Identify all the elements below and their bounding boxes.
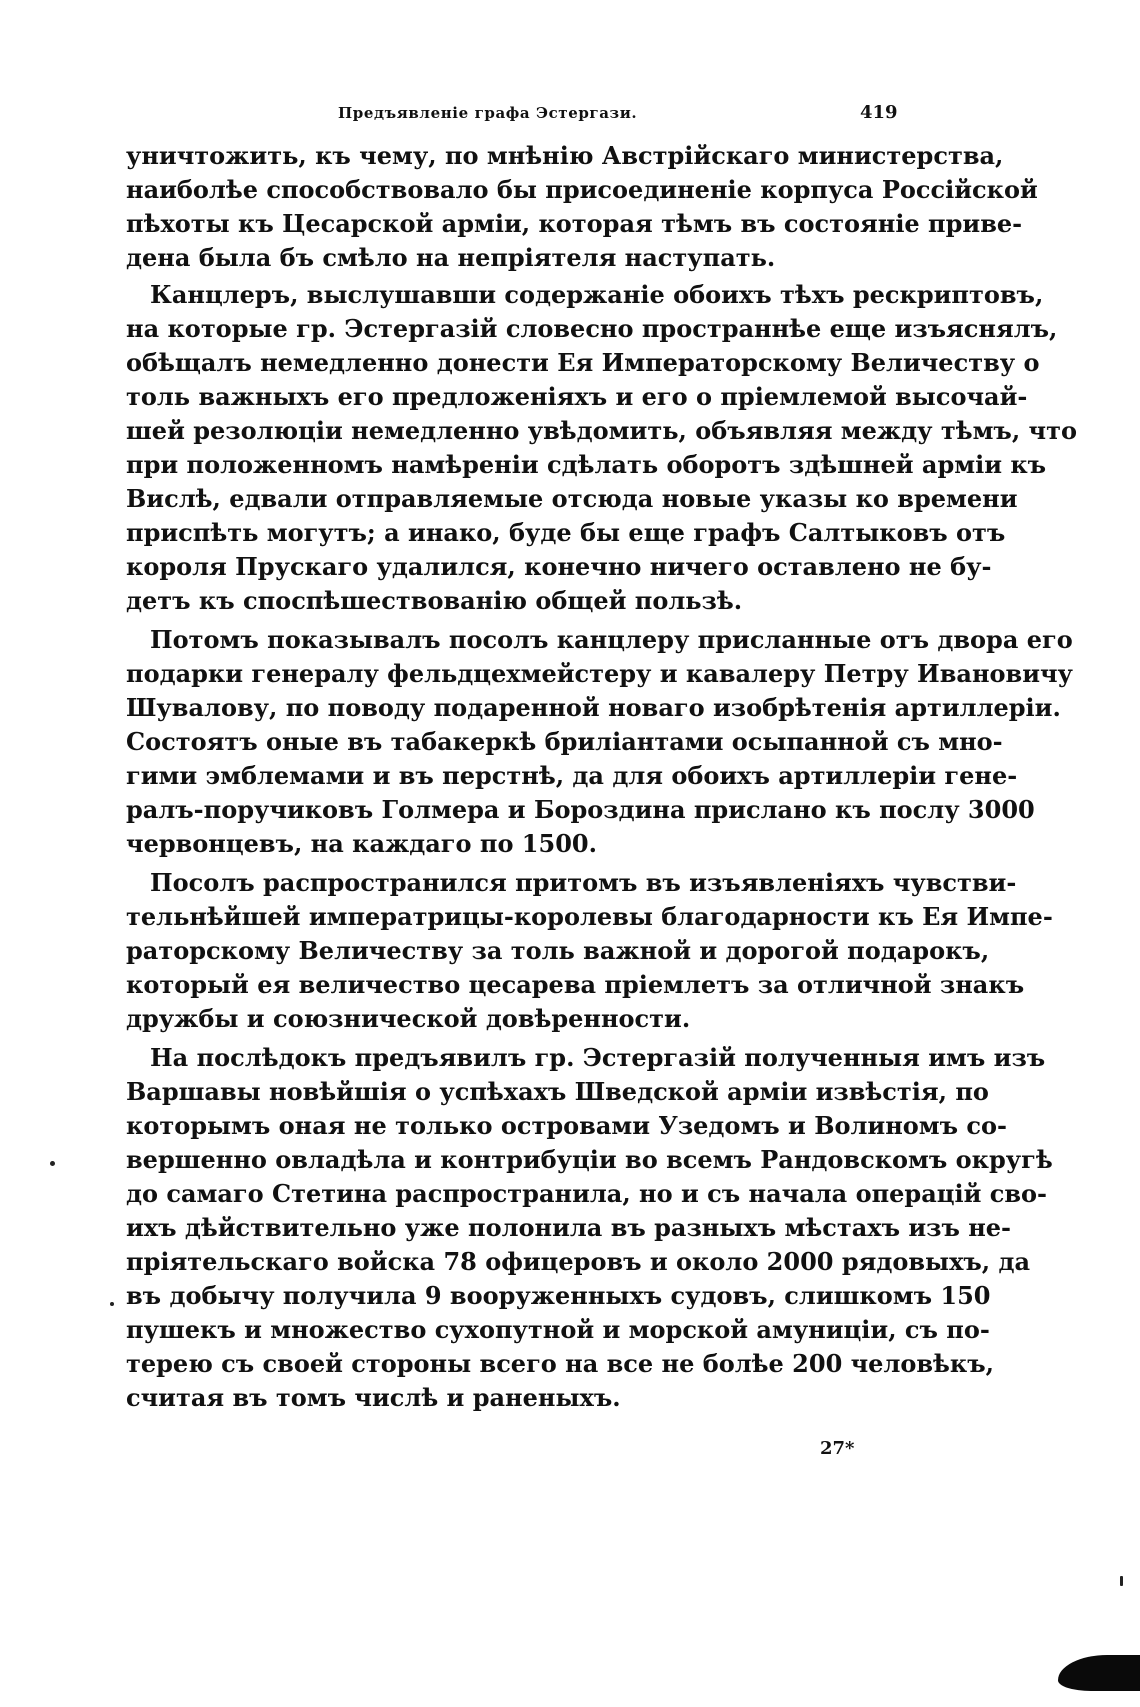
text-line: до самаго Стетина распространила, но и съ начала операцій сво- <box>126 1179 1048 1208</box>
text-line: которымъ оная не только островами Узедомъ и Волиномъ со- <box>126 1111 1007 1140</box>
text-line: раторскому Величеству за толь важной и дорогой подарокъ, <box>126 936 990 965</box>
text-line: который ея величество цесарева пріемлетъ за отличной знакъ <box>126 970 1025 999</box>
paragraph-start-line: Посолъ распространился притомъ въ изъявленіяхъ чувстви- <box>150 868 1017 897</box>
text-line: короля Прускаго удалился, конечно ничего оставлено не бу- <box>126 552 992 581</box>
ink-blot <box>1058 1655 1140 1691</box>
text-line: дена была бъ смѣло на непріятеля наступать. <box>126 243 776 272</box>
text-line: Вислѣ, едвали отправляемые отсюда новые указы ко времени <box>126 484 1018 513</box>
text-line: ралъ-поручиковъ Голмера и Бороздина прислано къ послу 3000 <box>126 795 1035 824</box>
text-line: наиболѣе способствовало бы присоединеніе корпуса Россійской <box>126 175 1038 204</box>
text-line: червонцевъ, на каждаго по 1500. <box>126 829 597 858</box>
text-line: въ добычу получила 9 вооруженныхъ судовъ, слишкомъ 150 <box>126 1281 991 1310</box>
text-line: считая въ томъ числѣ и раненыхъ. <box>126 1383 621 1412</box>
text-line: пѣхоты къ Цесарской арміи, которая тѣмъ въ состояніе приве- <box>126 209 1023 238</box>
paragraph-start-line: Канцлеръ, выслушавши содержаніе обоихъ тѣхъ рескриптовъ, <box>150 280 1044 309</box>
text-line: толь важныхъ его предложеніяхъ и его о пріемлемой высочай- <box>126 382 1028 411</box>
text-line: детъ къ споспѣшествованію общей пользѣ. <box>126 586 743 615</box>
text-line: на которые гр. Эстергазій словесно пространнѣе еще изъяснялъ, <box>126 314 1058 343</box>
ink-speck <box>50 1161 55 1166</box>
text-line: при положенномъ намѣреніи сдѣлать оборотъ здѣшней арміи къ <box>126 450 1047 479</box>
text-line: обѣщалъ немедленно донести Ея Императорскому Величеству о <box>126 348 1040 377</box>
text-line: Варшавы новѣйшія о успѣхахъ Шведской арміи извѣстія, по <box>126 1077 989 1106</box>
text-line: тельнѣйшей императрицы-королевы благодарности къ Ея Импе- <box>126 902 1053 931</box>
running-title: Предъявленіе графа Эстергази. <box>338 104 638 122</box>
text-line: уничтожить, къ чему, по мнѣнію Австрійскаго министерства, <box>126 141 1004 170</box>
text-line: ихъ дѣйствительно уже полонила въ разныхъ мѣстахъ изъ не- <box>126 1213 1012 1242</box>
text-line: терею съ своей стороны всего на все не болѣе 200 человѣкъ, <box>126 1349 995 1378</box>
text-line: пріятельскаго войска 78 офицеровъ и около 2000 рядовыхъ, да <box>126 1247 1031 1276</box>
signature-mark: 27* <box>820 1438 855 1459</box>
text-line: Состоятъ оные въ табакеркѣ бриліантами осыпанной съ мно- <box>126 727 1003 756</box>
text-line: приспѣть могутъ; а инако, буде бы еще графъ Салтыковъ отъ <box>126 518 1006 547</box>
text-line: Шувалову, по поводу подаренной новаго изобрѣтенія артиллеріи. <box>126 693 1061 722</box>
text-line: гими эмблемами и въ перстнѣ, да для обоихъ артиллеріи гене- <box>126 761 1018 790</box>
paragraph-start-line: На послѣдокъ предъявилъ гр. Эстергазій полученныя имъ изъ <box>150 1043 1046 1072</box>
page-number: 419 <box>860 102 898 123</box>
paragraph-start-line: Потомъ показывалъ посолъ канцлеру присланные отъ двора его <box>150 625 1073 654</box>
ink-speck <box>1120 1576 1123 1586</box>
text-line: шей резолюціи немедленно увѣдомить, объявляя между тѣмъ, что <box>126 416 1077 445</box>
text-line: дружбы и союзнической довѣренности. <box>126 1004 691 1033</box>
ink-speck <box>110 1302 114 1306</box>
text-line: пушекъ и множество сухопутной и морской амуниціи, съ по- <box>126 1315 990 1344</box>
text-line: подарки генералу фельдцехмейстеру и кавалеру Петру Ивановичу <box>126 659 1073 688</box>
text-line: вершенно овладѣла и контрибуціи во всемъ Рандовскомъ округѣ <box>126 1145 1053 1174</box>
